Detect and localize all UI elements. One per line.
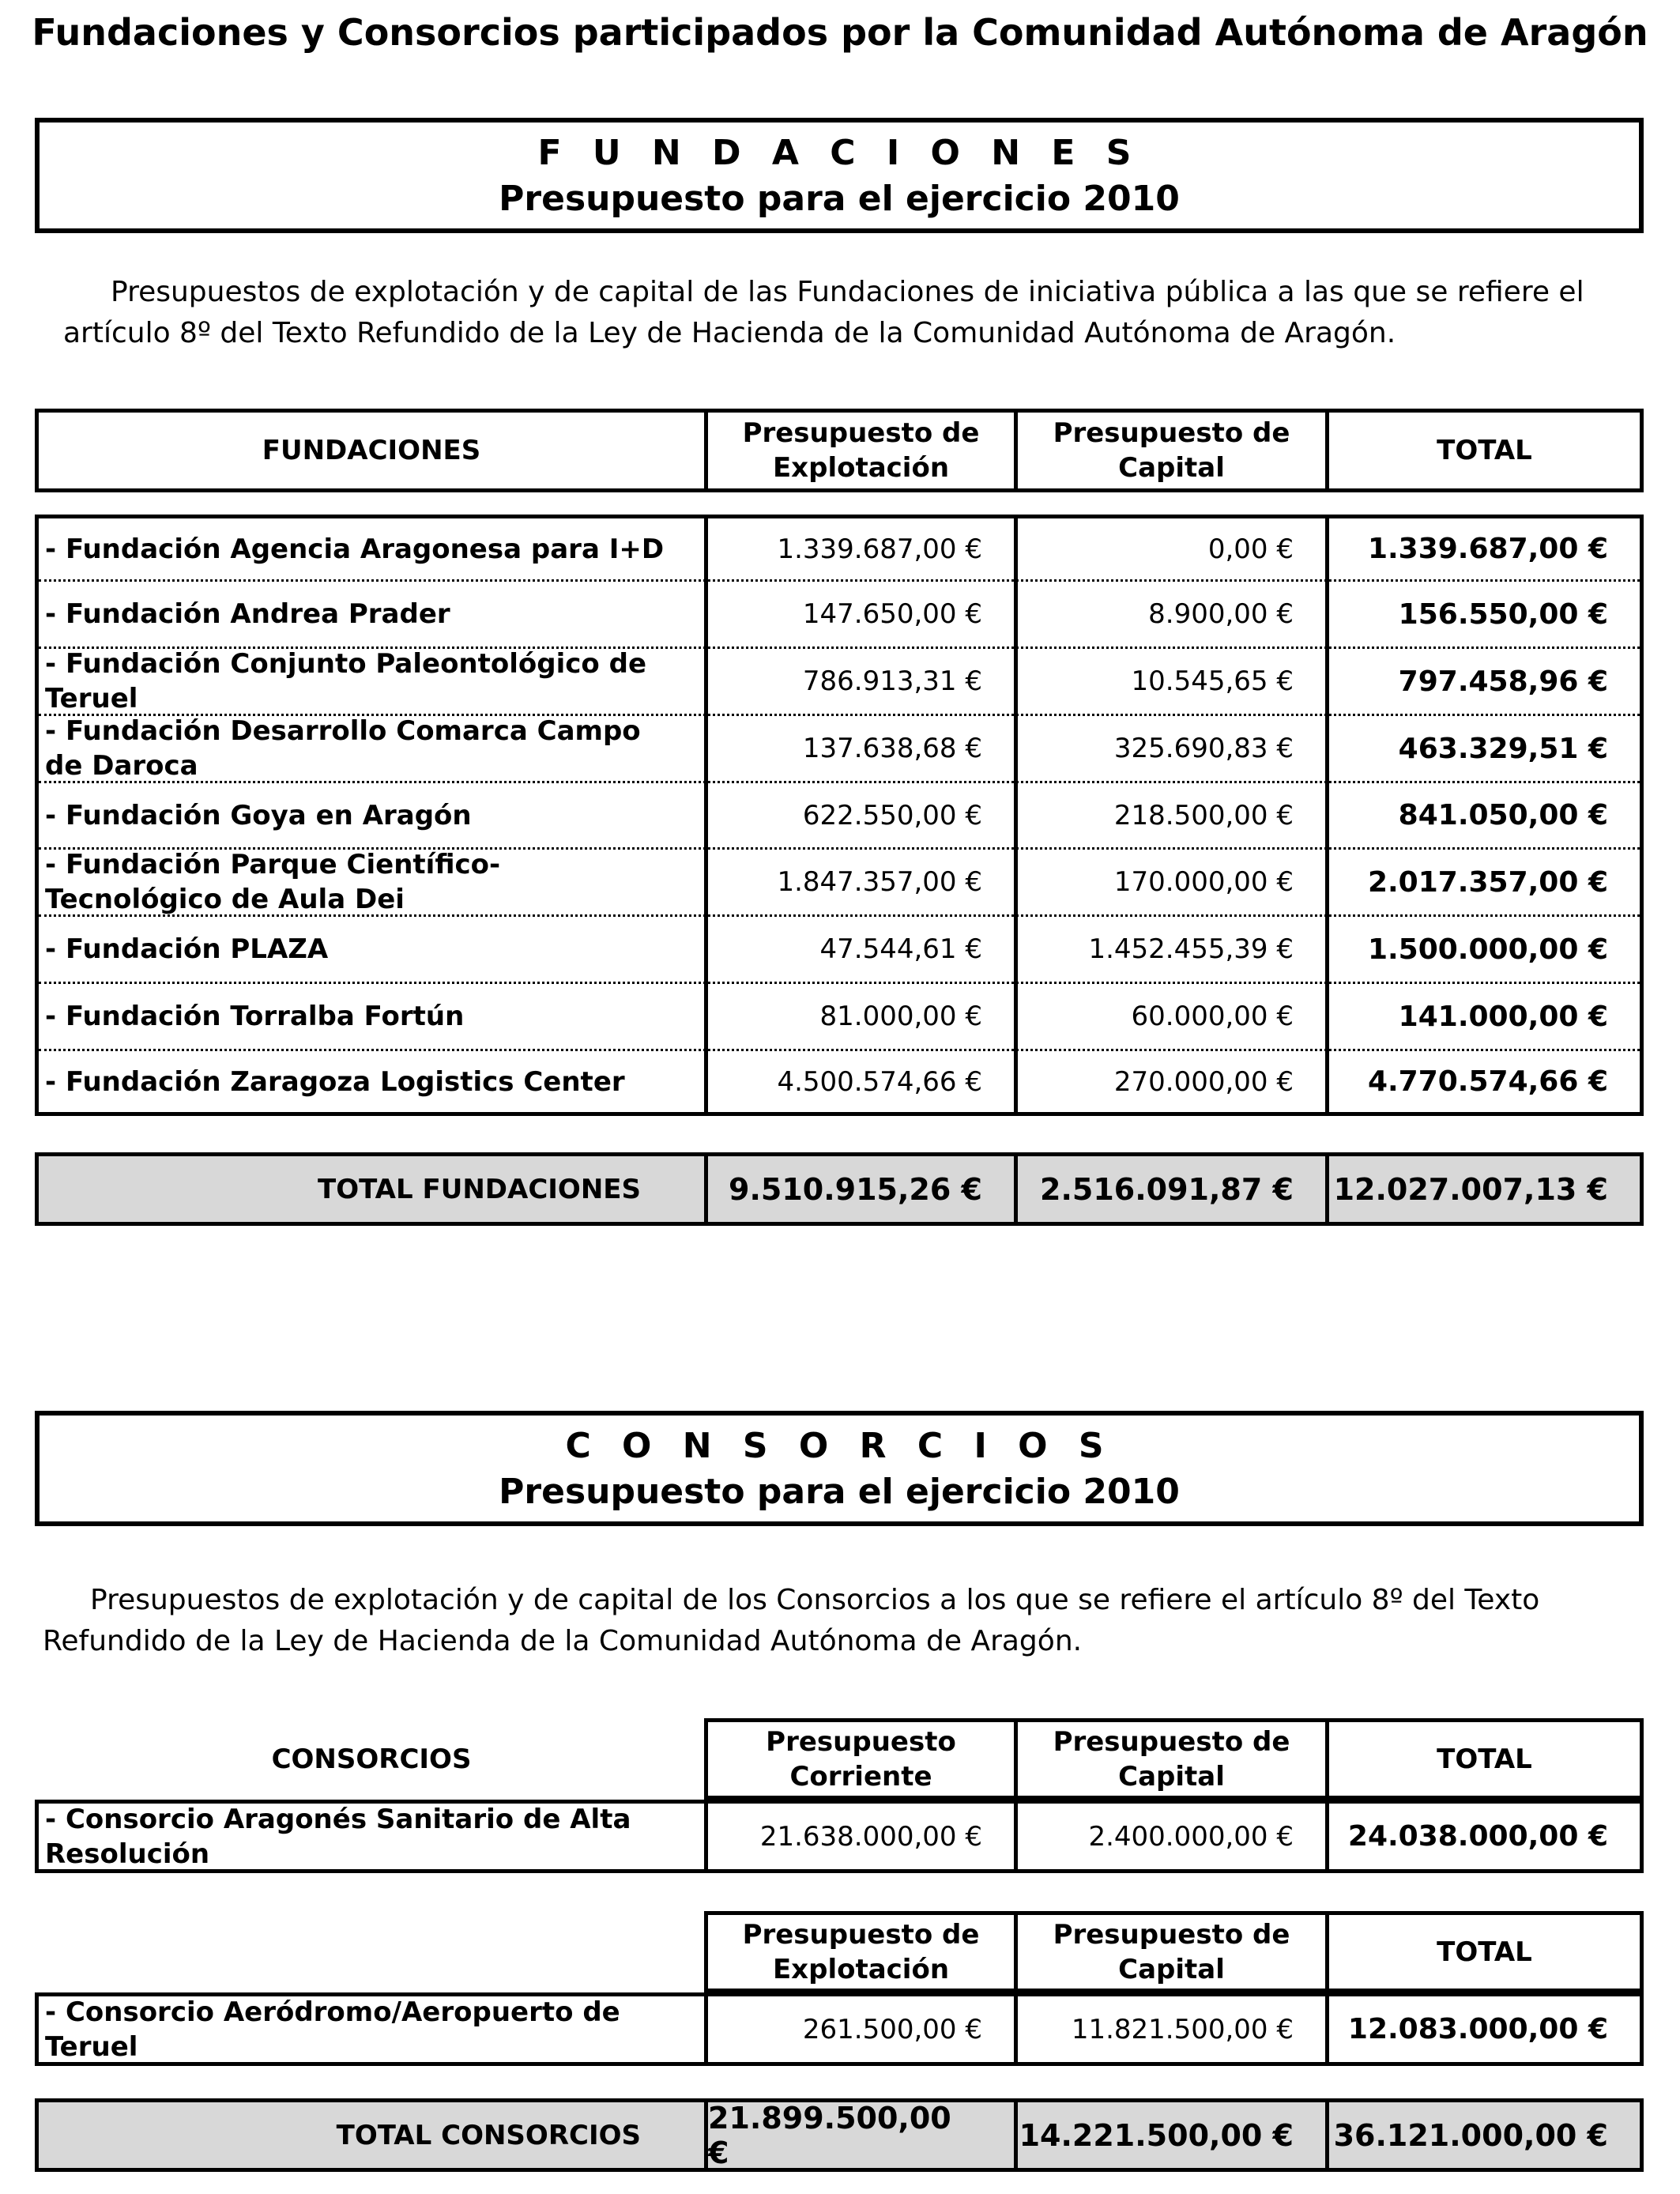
table-row-total: 1.339.687,00 € <box>1367 533 1608 565</box>
table-row-capital: 325.690,83 € <box>1113 733 1294 764</box>
table-row-name: - Fundación Desarrollo Comarca Campo de Daroca <box>45 715 641 782</box>
table-row-corriente: 21.638.000,00 € <box>759 1820 982 1853</box>
col-header-total: TOTAL <box>1437 435 1532 466</box>
table-row-explotacion: 47.544,61 € <box>819 933 982 965</box>
table-row-explotacion: 622.550,00 € <box>802 799 982 831</box>
fundaciones-banner <box>35 118 1644 233</box>
table-row-explotacion: 1.847.357,00 € <box>777 866 982 898</box>
total-consorcios-label: TOTAL CONSORCIOS <box>336 2119 641 2151</box>
table-row-explotacion: 261.500,00 € <box>802 2013 982 2045</box>
total-fundaciones-explotacion: 9.510.915,26 € <box>729 1171 982 1207</box>
table-row-name: - Fundación Zaragoza Logistics Center <box>45 1065 625 1098</box>
table-row-capital: 270.000,00 € <box>1113 1065 1294 1098</box>
col-header-capital: Presupuesto de Capital <box>1053 417 1290 484</box>
table-row-capital: 8.900,00 € <box>1148 598 1294 630</box>
col-header-total: TOTAL <box>1437 1936 1532 1968</box>
col-header-total: TOTAL <box>1437 1743 1532 1775</box>
table-row-total: 24.038.000,00 € <box>1347 1820 1608 1853</box>
col-header-explotacion: Presupuesto de Explotación <box>742 417 980 484</box>
col-header-corriente: Presupuesto Corriente <box>766 1725 956 1793</box>
table-row-explotacion: 147.650,00 € <box>802 598 982 630</box>
table-row-capital: 2.400.000,00 € <box>1088 1820 1294 1853</box>
col-header-fundaciones: FUNDACIONES <box>262 435 481 466</box>
table-row-name: - Fundación Andrea Prader <box>45 598 450 630</box>
table-row-name: - Fundación Conjunto Paleontológico de Teruel <box>45 648 646 714</box>
table-row-total: 2.017.357,00 € <box>1367 865 1608 899</box>
total-consorcios-corriente: 21.899.500,00 € <box>708 2100 951 2170</box>
table-row-explotacion: 81.000,00 € <box>819 1001 982 1032</box>
col-header-capital: Presupuesto de Capital <box>1053 1918 1290 1985</box>
table-row-capital: 11.821.500,00 € <box>1071 2013 1294 2045</box>
table-row-name: - Fundación Torralba Fortún <box>45 1001 465 1032</box>
table-row-name: - Fundación Goya en Aragón <box>45 799 472 831</box>
table-row-total: 12.083.000,00 € <box>1347 2013 1608 2045</box>
table-row-total: 1.500.000,00 € <box>1367 933 1608 966</box>
col-header-explotacion: Presupuesto de Explotación <box>742 1918 980 1985</box>
consorcios-banner-title: C O N S O R C I O S <box>565 1426 1113 1466</box>
total-consorcios-total: 36.121.000,00 € <box>1333 2117 1608 2153</box>
table-row-total: 841.050,00 € <box>1398 799 1608 831</box>
table-row-capital: 60.000,00 € <box>1131 1001 1294 1032</box>
table-row-explotacion: 137.638,68 € <box>802 733 982 764</box>
table-row-name: - Fundación PLAZA <box>45 933 329 965</box>
table-row-capital: 170.000,00 € <box>1113 866 1294 898</box>
fundaciones-intro-line2: artículo 8º del Texto Refundido de la Ley de Hacienda de la Comunidad Autónoma de Aragón. <box>63 317 1396 349</box>
page-title: Fundaciones y Consorcios participados por la Comunidad Autónoma de Aragón <box>32 11 1648 54</box>
table-row-capital: 0,00 € <box>1207 533 1294 565</box>
total-consorcios-capital: 14.221.500,00 € <box>1019 2117 1294 2153</box>
table-row-capital: 10.545,65 € <box>1131 665 1294 697</box>
table-row-name: - Fundación Agencia Aragonesa para I+D <box>45 533 665 565</box>
table-row-explotacion: 4.500.574,66 € <box>777 1065 982 1098</box>
table-row-total: 156.550,00 € <box>1398 598 1608 631</box>
table-row-total: 141.000,00 € <box>1398 1000 1608 1033</box>
table-row-explotacion: 1.339.687,00 € <box>777 533 982 565</box>
table-row-total: 463.329,51 € <box>1398 732 1608 765</box>
fundaciones-banner-subtitle: Presupuesto para el ejercicio 2010 <box>499 179 1180 219</box>
consorcios-intro <box>43 1580 1623 1662</box>
table-row-capital: 218.500,00 € <box>1113 799 1294 831</box>
consorcios-banner-subtitle: Presupuesto para el ejercicio 2010 <box>499 1472 1180 1512</box>
table-row-name: - Consorcio Aeródromo/Aeropuerto de Teruel <box>45 1996 620 2063</box>
table-row-total: 797.458,96 € <box>1398 665 1608 698</box>
table-row-name: - Fundación Parque Científico-Tecnológico de Aula Dei <box>45 849 501 915</box>
consorcios-banner <box>35 1411 1644 1526</box>
table-row-total: 4.770.574,66 € <box>1367 1065 1608 1098</box>
table-row-explotacion: 786.913,31 € <box>802 665 982 697</box>
table-row-name: - Consorcio Aragonés Sanitario de Alta Resolución <box>45 1803 631 1870</box>
table-row-capital: 1.452.455,39 € <box>1088 933 1294 965</box>
fundaciones-intro <box>63 272 1644 354</box>
col-header-consorcios: CONSORCIOS <box>271 1743 472 1775</box>
total-fundaciones-capital: 2.516.091,87 € <box>1040 1171 1294 1207</box>
total-fundaciones-total: 12.027.007,13 € <box>1333 1171 1608 1207</box>
fundaciones-banner-title: F U N D A C I O N E S <box>537 133 1141 173</box>
col-header-capital: Presupuesto de Capital <box>1053 1725 1290 1793</box>
consorcios-intro-line1: Presupuestos de explotación y de capital de los Consorcios a los que se refiere el artículo 8º del Texto <box>90 1584 1540 1616</box>
total-fundaciones-label: TOTAL FUNDACIONES <box>318 1173 641 1205</box>
consorcios-intro-line2: Refundido de la Ley de Hacienda de la Comunidad Autónoma de Aragón. <box>43 1625 1083 1657</box>
fundaciones-intro-line1: Presupuestos de explotación y de capital de las Fundaciones de iniciativa pública a las que se refiere el <box>111 276 1584 308</box>
